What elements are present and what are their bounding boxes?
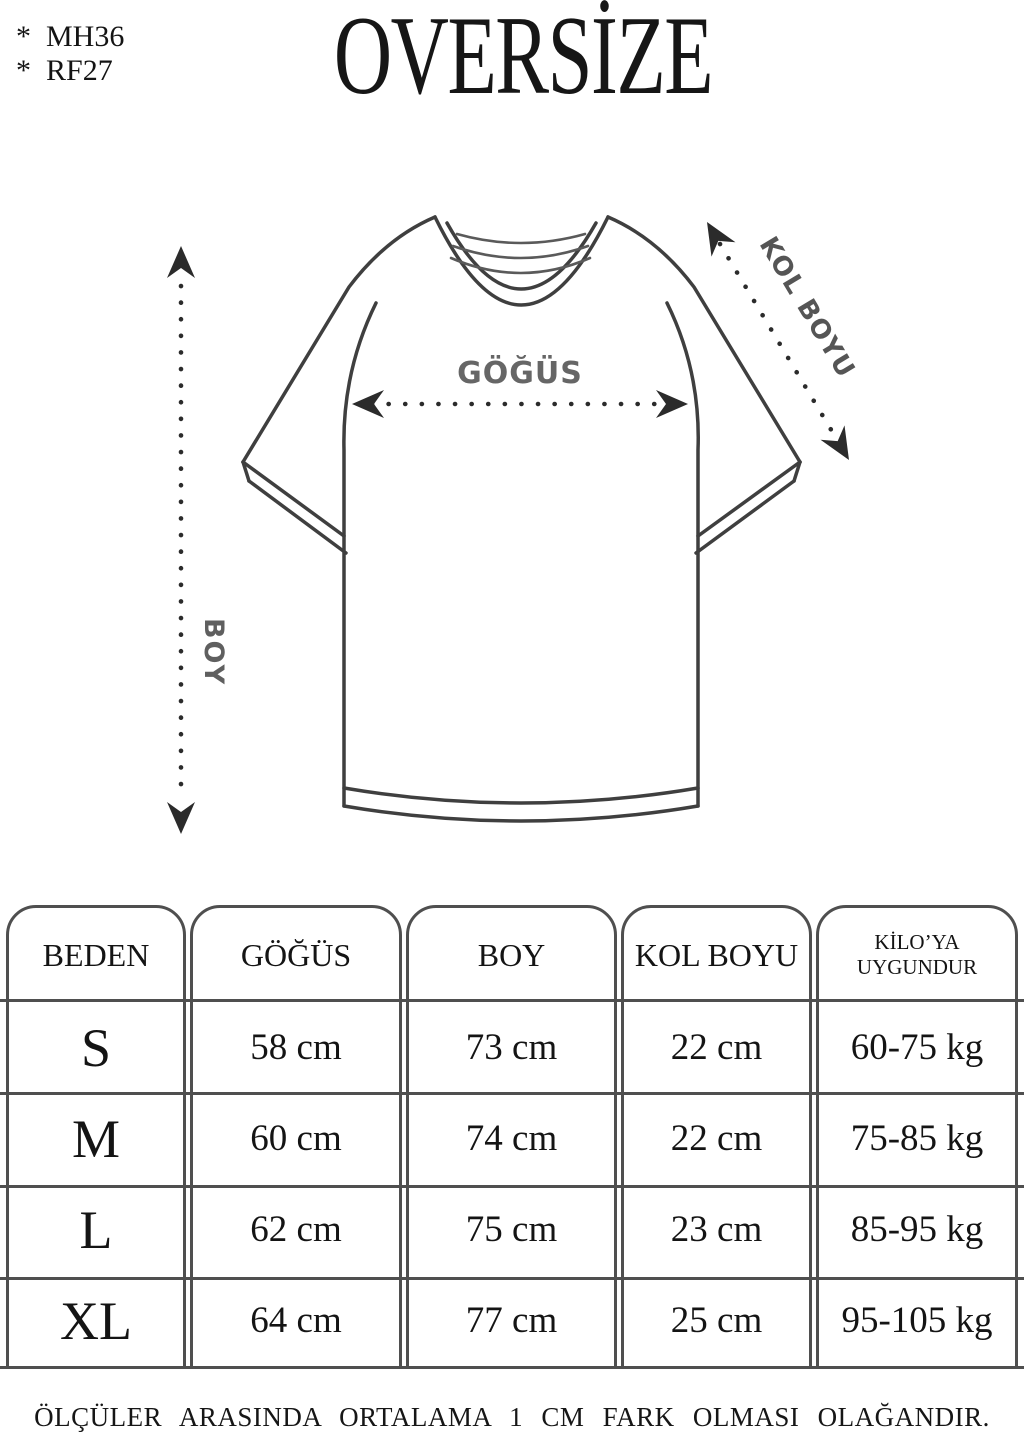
table-cell: 22 cm — [670, 1027, 763, 1068]
sleeve-label: KOL BOYU — [752, 231, 861, 385]
column-header: GÖĞÜS — [240, 936, 352, 973]
table-cell: 73 cm — [465, 1027, 558, 1068]
product-code: * MH36 — [16, 20, 125, 53]
page-title: OVERSİZE — [333, 0, 713, 118]
table-cell: 58 cm — [250, 1027, 342, 1068]
table-cell: L — [79, 1199, 113, 1260]
table-cell: 95-105 kg — [841, 1300, 993, 1341]
arrowhead-left — [352, 390, 384, 418]
table-cell: 62 cm — [250, 1209, 342, 1250]
table-bottom-border — [0, 1366, 1024, 1369]
table-cell: 25 cm — [670, 1300, 763, 1341]
table-cell: 60-75 kg — [850, 1027, 984, 1068]
table-cell: 23 cm — [670, 1209, 763, 1250]
product-codes — [16, 20, 124, 87]
column-header: BEDEN — [42, 936, 150, 973]
table-cell: 85-95 kg — [850, 1209, 984, 1250]
column-header: BOY — [477, 936, 546, 973]
length-arrow — [167, 246, 229, 834]
table-column-kol-boyu — [621, 905, 812, 1369]
arrowhead-up-left — [695, 215, 735, 257]
row-divider — [0, 999, 1024, 1002]
arrowhead-up — [167, 246, 195, 278]
table-cell: 77 cm — [465, 1300, 558, 1341]
table-cell: 22 cm — [670, 1118, 763, 1159]
table-column-kilo — [816, 905, 1018, 1369]
table-cell: 74 cm — [465, 1118, 558, 1159]
length-label: BOY — [198, 617, 229, 687]
table-cell: XL — [60, 1290, 132, 1351]
table-cell: 75-85 kg — [850, 1118, 984, 1159]
row-divider — [0, 1185, 1024, 1188]
product-code: * RF27 — [16, 53, 113, 87]
arrowhead-right — [656, 390, 688, 418]
table-column-boy — [406, 905, 617, 1369]
table-column-gogus — [190, 905, 402, 1369]
table-cell: 60 cm — [250, 1118, 342, 1159]
chest-label: GÖĞÜS — [457, 356, 583, 391]
tolerance-note: ÖLÇÜLER ARASINDA ORTALAMA 1 CM FARK OLMASI OLAĞANDIR. — [34, 1402, 990, 1432]
column-header: KİLO’YA UYGUNDUR — [856, 929, 978, 979]
column-header: KOL BOYU — [634, 936, 799, 973]
row-divider — [0, 1092, 1024, 1095]
table-cell: 75 cm — [465, 1209, 558, 1250]
arrowhead-down — [167, 802, 195, 834]
sleeve-arrow — [695, 215, 861, 467]
collar-back-seams — [451, 234, 590, 273]
table-cell: S — [80, 1017, 112, 1078]
table-column-beden — [6, 905, 186, 1369]
arrowhead-down-right — [821, 425, 861, 467]
size-table — [0, 905, 1024, 1375]
chest-arrow — [352, 354, 688, 418]
tshirt-diagram-svg — [0, 140, 1024, 900]
tshirt-measurement-diagram — [0, 140, 1024, 900]
table-cell: M — [71, 1108, 120, 1169]
row-divider — [0, 1277, 1024, 1280]
table-cell: 64 cm — [250, 1300, 342, 1341]
tshirt-outline — [243, 217, 800, 821]
